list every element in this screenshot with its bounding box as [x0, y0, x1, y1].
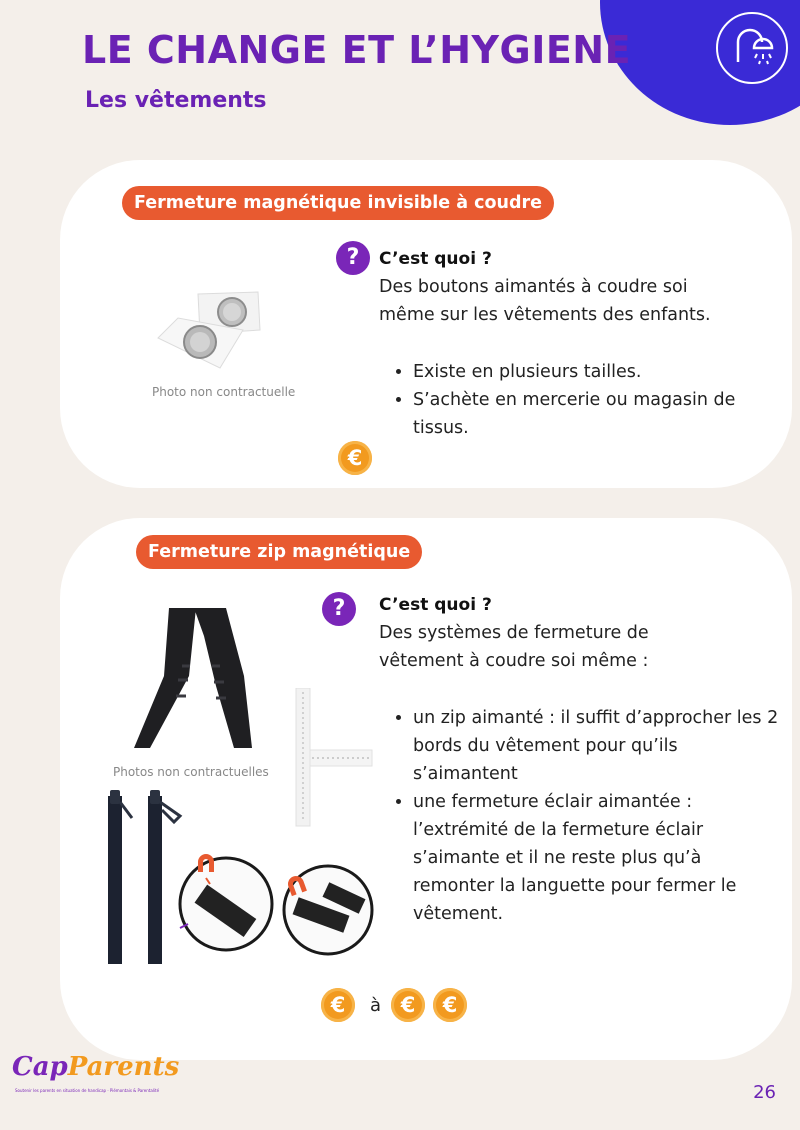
question-label: C’est quoi ? — [379, 595, 492, 615]
euro-price-icon: € — [321, 988, 355, 1022]
photo-caption: Photos non contractuelles — [113, 765, 269, 779]
section-label-magnetic-buttons: Fermeture magnétique invisible à coudre — [122, 186, 554, 220]
price-separator: à — [370, 995, 382, 1016]
list-item: • un zip aimanté : il suffit d’approcher les 2 bords du vêtement pour qu’ils s’aimantent — [413, 704, 785, 788]
capparents-logo: CapParents Soutenir les parents en situation de handicap · Piémontais & Parentalité — [12, 1052, 180, 1093]
page-subtitle: Les vêtements — [85, 88, 267, 113]
question-icon: ? — [336, 241, 370, 275]
page-title: LE CHANGE ET L’HYGIENE — [82, 28, 632, 72]
list-item: • Existe en plusieurs tailles. — [413, 358, 775, 386]
feature-list — [379, 704, 785, 928]
section-description: Des systèmes de fermeture de vêtement à coudre soi même : — [379, 623, 649, 671]
photo-zip-detail-1 — [176, 850, 276, 954]
photo-magnetic-buttons — [148, 290, 298, 370]
photo-zip-detail-2 — [278, 862, 378, 958]
section-label-magnetic-zip: Fermeture zip magnétique — [136, 535, 422, 569]
euro-price-icon: € — [338, 441, 372, 475]
photo-zip-white — [294, 688, 374, 828]
euro-price-icon: € — [433, 988, 467, 1022]
euro-price-icon: € — [391, 988, 425, 1022]
list-item: • S’achète en mercerie ou magasin de tissus. — [413, 386, 775, 442]
feature-list — [379, 358, 775, 442]
photo-caption: Photo non contractuelle — [152, 385, 296, 399]
shower-icon — [716, 12, 788, 84]
photo-zip-black — [134, 606, 254, 756]
section-description: Des boutons aimantés à coudre soi même sur les vêtements des enfants. — [379, 277, 711, 325]
page-number: 26 — [753, 1082, 776, 1103]
question-icon: ? — [322, 592, 356, 626]
question-label: C’est quoi ? — [379, 249, 492, 269]
list-item: • une fermeture éclair aimantée : l’extrémité de la fermeture éclair s’aimante et il ne reste plus qu’à remonter la languette pour fermer le vêtement. — [413, 788, 785, 928]
